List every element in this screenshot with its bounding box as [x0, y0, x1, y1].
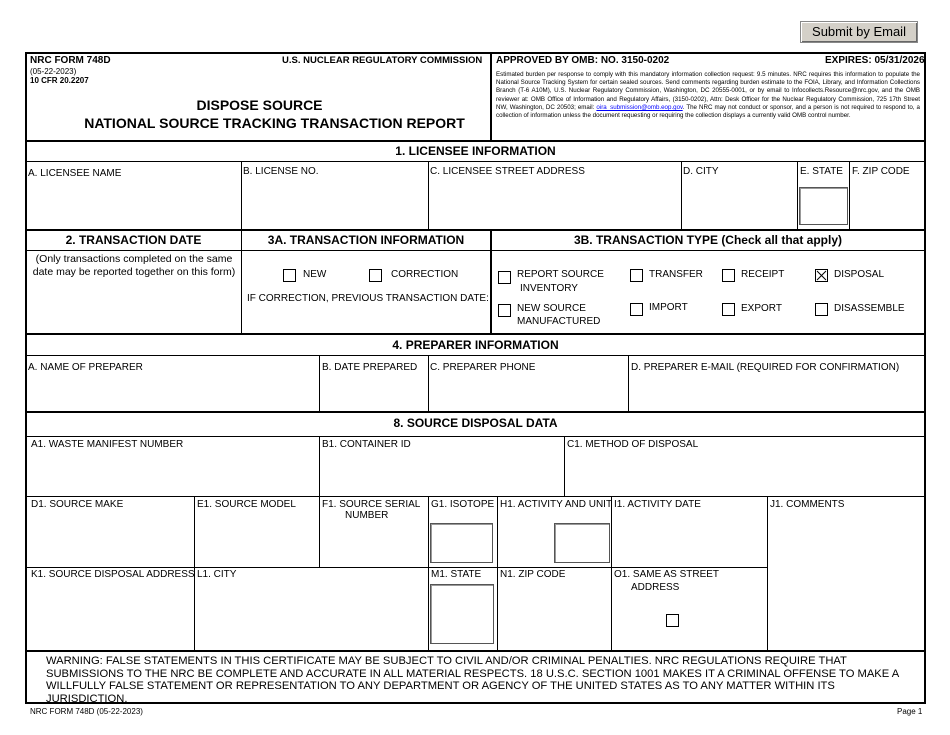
- rule: [241, 162, 242, 229]
- report-source-inventory-checkbox[interactable]: [498, 271, 511, 284]
- rule: [428, 497, 429, 650]
- rule: [428, 356, 429, 411]
- check-x-icon: [816, 270, 827, 281]
- export-label: EXPORT: [741, 303, 782, 314]
- preparer-phone-label: C. PREPARER PHONE: [430, 362, 536, 373]
- new-source-label: NEW SOURCE: [517, 303, 586, 314]
- state-input[interactable]: [799, 187, 848, 225]
- receipt-label: RECEIPT: [741, 269, 785, 280]
- disposal-address-label: K1. SOURCE DISPOSAL ADDRESS: [31, 569, 195, 580]
- rule: [26, 496, 925, 497]
- disposal-label: DISPOSAL: [834, 269, 885, 280]
- same-as-street-label-2: ADDRESS: [631, 582, 680, 593]
- disposal-checkbox[interactable]: [815, 269, 828, 282]
- serial-number-label-2: NUMBER: [345, 510, 389, 521]
- preparer-email-label: D. PREPARER E-MAIL (REQUIRED FOR CONFIRMATION): [631, 362, 900, 373]
- rule: [611, 497, 612, 650]
- burden-statement: Estimated burden per response to comply with this mandatory information collection request: 9.5 minutes. NRC requires this information to populate the National Source Tracking System for certain sealed sources. Send comments regarding burden estimate to the FOIA, Library, and Information Collections Branch (T-6 A10M), U.S. Nuclear Regulatory Commission, Washington, DC 20555-0001, or by email to Infocollects.Resource@nrc.gov, and the OMB reviewer at: OMB Office of Information and Regulatory Affairs, (3150-0202), Attn: Desk Officer for the Nuclear Regulatory Commission, 725 17th Street NW, Washington, DC 20503; email: oira_submission@omb.eop.gov. The NRC may not conduct or sponsor, and a person is not required to respond to, a collection of information unless the document requesting or requiring the collection displays a currently valid OMB control number.: [496, 71, 921, 120]
- rule: [26, 650, 925, 652]
- disposal-city-label: L1. CITY: [197, 569, 237, 580]
- disposal-state-label: M1. STATE: [431, 569, 482, 580]
- cfr-reference: 10 CFR 20.2207: [30, 76, 89, 85]
- disassemble-label: DISASSEMBLE: [834, 303, 905, 314]
- isotope-label: G1. ISOTOPE: [431, 499, 495, 510]
- rule: [26, 567, 767, 568]
- header-bottom-rule: [26, 140, 925, 142]
- rule: [26, 355, 925, 356]
- source-model-label: E1. SOURCE MODEL: [197, 499, 296, 510]
- rule: [26, 411, 925, 413]
- form-number: NRC FORM 748D: [30, 55, 111, 66]
- rule: [490, 230, 492, 333]
- receipt-checkbox[interactable]: [722, 269, 735, 282]
- state-label: E. STATE: [800, 166, 843, 177]
- disposal-zip-label: N1. ZIP CODE: [500, 569, 566, 580]
- form-title-1: DISPOSE SOURCE: [196, 97, 323, 113]
- rule: [681, 162, 682, 229]
- section2-title: 2. TRANSACTION DATE: [65, 233, 202, 247]
- footer-form-number: NRC FORM 748D (05-22-2023): [30, 707, 143, 716]
- source-make-label: D1. SOURCE MAKE: [31, 499, 124, 510]
- form-title-2: NATIONAL SOURCE TRACKING TRANSACTION REPORT: [84, 115, 465, 131]
- oira-email-link[interactable]: oira_submission@omb.eop.gov: [596, 103, 683, 111]
- license-no-label: B. LICENSE NO.: [243, 166, 319, 177]
- import-label: IMPORT: [649, 302, 688, 313]
- new-checkbox[interactable]: [283, 269, 296, 282]
- method-of-disposal-label: C1. METHOD OF DISPOSAL: [567, 439, 699, 450]
- export-checkbox[interactable]: [722, 303, 735, 316]
- rule: [497, 497, 498, 650]
- rule: [26, 436, 925, 437]
- activity-date-label: I1. ACTIVITY DATE: [614, 499, 701, 510]
- section3a-title: 3A. TRANSACTION INFORMATION: [267, 233, 465, 247]
- transfer-checkbox[interactable]: [630, 269, 643, 282]
- same-as-street-label: O1. SAME AS STREET: [614, 569, 720, 580]
- agency-name: U.S. NUCLEAR REGULATORY COMMISSION: [282, 55, 483, 66]
- rule: [26, 161, 925, 162]
- rule: [241, 230, 242, 333]
- inventory-label: INVENTORY: [520, 283, 578, 294]
- activity-unit-label: H1. ACTIVITY AND UNIT: [500, 499, 613, 510]
- correction-label: CORRECTION: [391, 269, 459, 280]
- section3b-title: 3B. TRANSACTION TYPE (Check all that apply): [573, 233, 843, 247]
- disposal-state-input[interactable]: [430, 584, 494, 644]
- rule: [319, 437, 320, 496]
- new-source-manufactured-checkbox[interactable]: [498, 304, 511, 317]
- rule: [849, 162, 850, 229]
- header-divider: [490, 53, 492, 141]
- rule: [428, 162, 429, 229]
- disassemble-checkbox[interactable]: [815, 303, 828, 316]
- rule: [26, 333, 925, 335]
- new-label: NEW: [303, 269, 327, 280]
- rule: [797, 162, 798, 229]
- previous-date-label: IF CORRECTION, PREVIOUS TRANSACTION DATE:: [247, 293, 489, 304]
- isotope-input[interactable]: [430, 523, 493, 563]
- omb-approval: APPROVED BY OMB: NO. 3150-0202: [496, 55, 670, 66]
- manufactured-label: MANUFACTURED: [517, 316, 601, 327]
- rule: [628, 356, 629, 411]
- page-number: Page 1: [897, 707, 923, 716]
- rule: [319, 356, 320, 411]
- serial-number-label: F1. SOURCE SERIAL: [322, 499, 421, 510]
- rule: [767, 497, 768, 650]
- zip-code-label: F. ZIP CODE: [852, 166, 910, 177]
- import-checkbox[interactable]: [630, 303, 643, 316]
- warning-text: WARNING: FALSE STATEMENTS IN THIS CERTIFICATE MAY BE SUBJECT TO CIVIL AND/OR CRIMINAL PENALTIES. NRC REGULATIONS REQUIRE THAT SUBMISSIONS TO THE NRC BE COMPLETE AND ACCURATE IN ALL MATERIAL RESPECTS. 18 U.S.C. SECTION 1001 MAKES IT A CRIMINAL OFFENSE TO MAKE A WILLFULLY FALSE STATEMENT OR REPRESENTATION TO ANY DEPARTMENT OR AGENCY OF THE UNITED STATES AS TO ANY MATTER WITHIN ITS JURISDICTION.: [46, 655, 899, 705]
- city-label: D. CITY: [683, 166, 719, 177]
- licensee-name-label: A. LICENSEE NAME: [28, 168, 122, 179]
- container-id-label: B1. CONTAINER ID: [322, 439, 411, 450]
- rule: [26, 229, 925, 231]
- date-prepared-label: B. DATE PREPARED: [322, 362, 418, 373]
- rule: [319, 497, 320, 567]
- comments-label: J1. COMMENTS: [770, 499, 845, 510]
- form-date: (05-22-2023): [30, 67, 77, 76]
- same-as-street-checkbox[interactable]: [666, 614, 679, 627]
- expiration-date: EXPIRES: 05/31/2026: [825, 55, 925, 66]
- section1-title: 1. LICENSEE INFORMATION: [395, 144, 556, 158]
- correction-checkbox[interactable]: [369, 269, 382, 282]
- waste-manifest-label: A1. WASTE MANIFEST NUMBER: [31, 439, 184, 450]
- rule: [26, 250, 925, 251]
- report-source-label: REPORT SOURCE: [517, 269, 604, 280]
- submit-by-email-button[interactable]: Submit by Email: [800, 21, 918, 43]
- section4-title: 4. PREPARER INFORMATION: [392, 338, 559, 352]
- activity-unit-input[interactable]: [554, 523, 610, 563]
- section8-title: 8. SOURCE DISPOSAL DATA: [393, 416, 558, 430]
- rule: [564, 437, 565, 496]
- street-address-label: C. LICENSEE STREET ADDRESS: [430, 166, 585, 177]
- transaction-date-note: (Only transactions completed on the same date may be reported together on this form): [32, 253, 236, 278]
- preparer-name-label: A. NAME OF PREPARER: [28, 362, 143, 373]
- transfer-label: TRANSFER: [649, 269, 703, 280]
